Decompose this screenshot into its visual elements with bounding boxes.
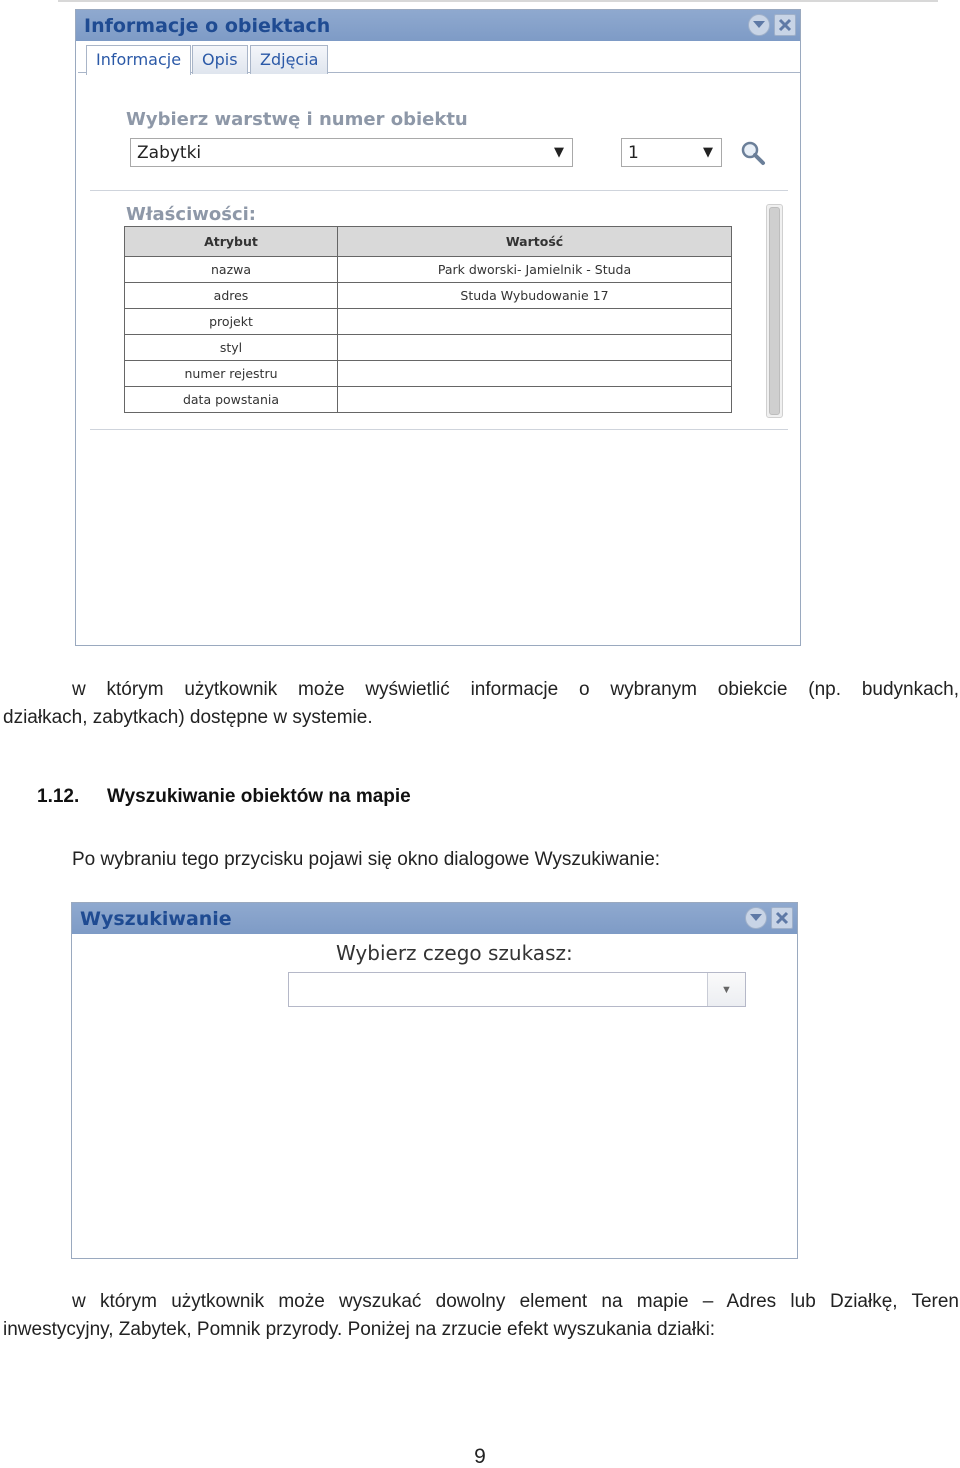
- attribute-cell: numer rejestru: [125, 361, 338, 387]
- tab-opis[interactable]: Opis: [192, 45, 248, 74]
- properties-table: [124, 226, 732, 413]
- value-cell: [338, 387, 732, 413]
- collapse-icon[interactable]: [748, 14, 770, 36]
- object-info-dialog: [75, 9, 801, 646]
- properties-scrollbar[interactable]: [766, 204, 783, 418]
- section-number: 1.12.: [37, 786, 80, 807]
- properties-label: Właściwości:: [126, 204, 256, 225]
- table-row: [125, 361, 732, 387]
- section-divider: [90, 429, 788, 431]
- chevron-down-icon[interactable]: ▼: [707, 973, 745, 1006]
- column-header-attribute: Atrybut: [125, 227, 338, 257]
- search-dialog: [71, 902, 798, 1259]
- dialog-titlebar[interactable]: [76, 10, 800, 41]
- table-row: [125, 283, 732, 309]
- attribute-cell: nazwa: [125, 257, 338, 283]
- paragraph-line: w którym użytkownik może wyszukać dowolny element na mapie – Adres lub Działkę, Teren: [72, 1291, 959, 1312]
- table-header-row: [125, 227, 732, 257]
- dialog-title: Informacje o obiektach: [84, 15, 331, 37]
- search-type-label: Wybierz czego szukasz:: [336, 941, 573, 965]
- table-row: [125, 257, 732, 283]
- attribute-cell: adres: [125, 283, 338, 309]
- close-icon[interactable]: [774, 14, 796, 36]
- section-title: Wyszukiwanie obiektów na mapie: [107, 786, 411, 807]
- close-icon[interactable]: [771, 907, 793, 929]
- tab-zdjecia[interactable]: Zdjęcia: [250, 45, 328, 74]
- column-header-value: Wartość: [338, 227, 732, 257]
- paragraph-line: Po wybraniu tego przycisku pojawi się okno dialogowe Wyszukiwanie:: [72, 849, 661, 870]
- search-type-combobox[interactable]: [288, 972, 746, 1007]
- value-cell: [338, 309, 732, 335]
- paragraph-line: inwestycyjny, Zabytek, Pomnik przyrody. Poniżej na zrzucie efekt wyszukania działki:: [3, 1319, 716, 1340]
- paragraph-line: działkach, zabytkach) dostępne w systemie.: [3, 707, 373, 728]
- tab-informacje[interactable]: Informacje: [86, 45, 191, 75]
- object-number-value: 1: [628, 143, 639, 163]
- value-cell: [338, 335, 732, 361]
- chevron-down-icon: ▼: [554, 145, 564, 160]
- object-number-select[interactable]: [621, 138, 722, 167]
- tab-bar: [78, 42, 800, 73]
- page-top-rule: [58, 0, 938, 2]
- scrollbar-thumb[interactable]: [769, 207, 780, 415]
- page-number: 9: [474, 1445, 486, 1468]
- table-row: [125, 335, 732, 361]
- table-row: [125, 309, 732, 335]
- value-cell: Park dworski- Jamielnik - Studa: [338, 257, 732, 283]
- attribute-cell: projekt: [125, 309, 338, 335]
- value-cell: Studa Wybudowanie 17: [338, 283, 732, 309]
- search-icon[interactable]: [740, 140, 766, 166]
- section-heading: [37, 786, 411, 808]
- value-cell: [338, 361, 732, 387]
- layer-section-label: Wybierz warstwę i numer obiektu: [126, 109, 468, 130]
- chevron-down-icon: ▼: [703, 145, 713, 160]
- collapse-icon[interactable]: [745, 907, 767, 929]
- dialog-titlebar[interactable]: [72, 903, 797, 934]
- table-row: [125, 387, 732, 413]
- attribute-cell: data powstania: [125, 387, 338, 413]
- attribute-cell: styl: [125, 335, 338, 361]
- layer-select[interactable]: [130, 138, 573, 167]
- paragraph-line: w którym użytkownik może wyświetlić informacje o wybranym obiekcie (np. budynkach,: [72, 679, 959, 700]
- dialog-title: Wyszukiwanie: [80, 908, 232, 930]
- section-divider: [90, 190, 788, 192]
- layer-select-value: Zabytki: [137, 143, 202, 163]
